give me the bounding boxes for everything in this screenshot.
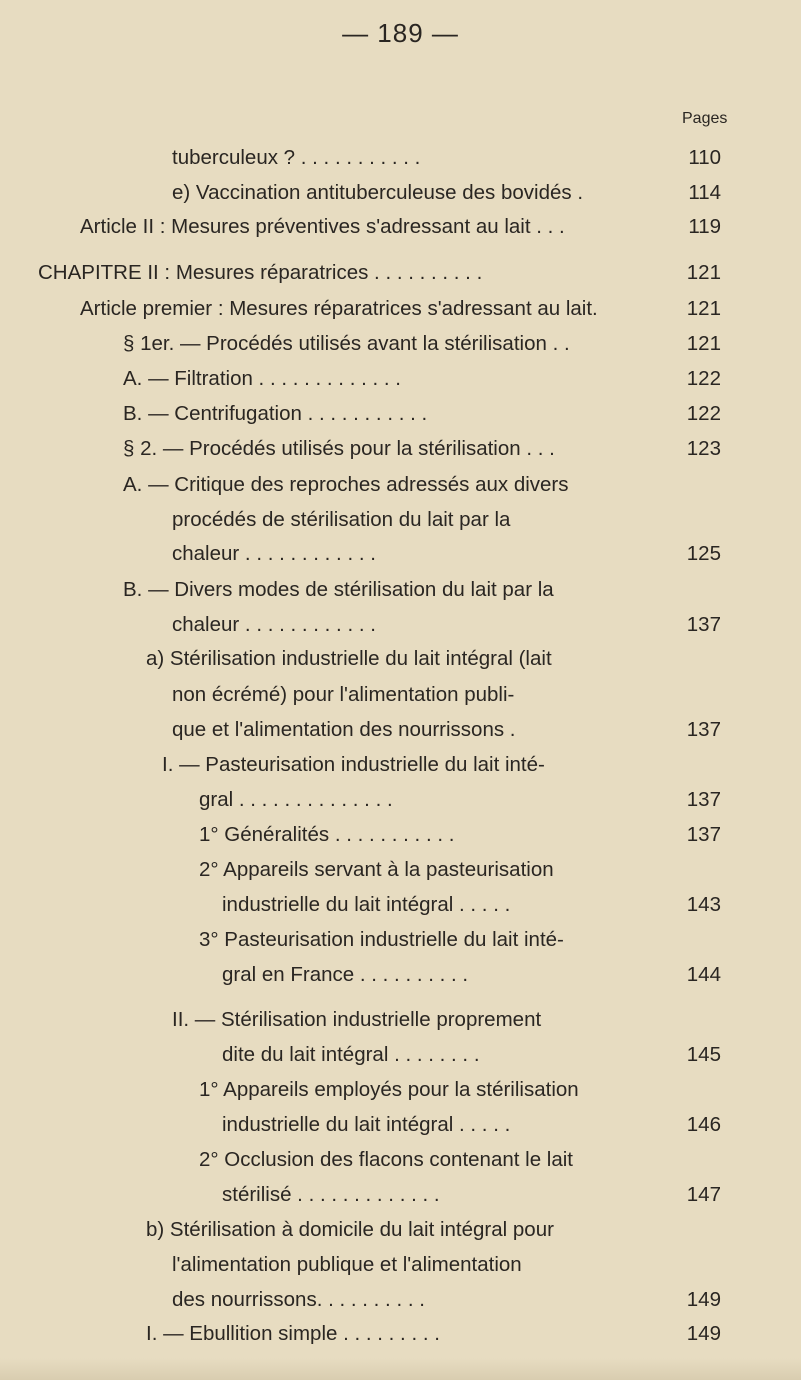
- page-bottom-edge: [0, 1358, 801, 1380]
- toc-entry: [0, 609, 801, 641]
- toc-entry-title: CHAPITRE II : Mesures réparatrices . . . . . . . . . .: [38, 261, 483, 284]
- toc-entry-page: 145: [686, 1043, 721, 1066]
- toc-entry-title: stérilisé . . . . . . . . . . . . .: [222, 1183, 440, 1206]
- toc-entry: [0, 1144, 801, 1176]
- toc-entry-title: B. — Centrifugation . . . . . . . . . . .: [123, 402, 428, 425]
- toc-entry: [0, 363, 801, 395]
- toc-entry-page: 122: [686, 367, 721, 390]
- toc-entry: [0, 328, 801, 360]
- toc-entry-page: 121: [686, 332, 721, 355]
- toc-entry: [0, 889, 801, 921]
- toc-entry: [0, 1179, 801, 1211]
- toc-entry: [0, 142, 801, 174]
- toc-entry-title: a) Stérilisation industrielle du lait intégral (lait: [146, 647, 552, 670]
- toc-entry-page: 114: [688, 181, 721, 204]
- toc-entry: [0, 819, 801, 851]
- toc-entry-title: chaleur . . . . . . . . . . . .: [172, 542, 376, 565]
- toc-entry: [0, 504, 801, 536]
- toc-entry: [0, 257, 801, 289]
- toc-entry-title: § 2. — Procédés utilisés pour la stérilisation . . .: [123, 437, 555, 460]
- toc-entry: [0, 1109, 801, 1141]
- toc-entry-page: 125: [686, 542, 721, 565]
- toc-entry: [0, 924, 801, 956]
- toc-entry-page: 144: [686, 963, 721, 986]
- toc-entry: [0, 293, 801, 325]
- toc-entry-title: dite du lait intégral . . . . . . . .: [222, 1043, 480, 1066]
- toc-entry-page: 122: [686, 402, 721, 425]
- toc-entry-title: B. — Divers modes de stérilisation du lait par la: [123, 578, 554, 601]
- toc-entry-page: 110: [688, 146, 721, 169]
- toc-entry: [0, 398, 801, 430]
- toc-entry: [0, 679, 801, 711]
- toc-entry: [0, 959, 801, 991]
- toc-entry-title: § 1er. — Procédés utilisés avant la stérilisation . .: [123, 332, 570, 355]
- toc-entry: [0, 1249, 801, 1281]
- toc-entry-page: 149: [686, 1322, 721, 1345]
- toc-entry-title: e) Vaccination antituberculeuse des bovidés .: [172, 181, 584, 204]
- toc-entry: [0, 1074, 801, 1106]
- toc-entry-title: procédés de stérilisation du lait par la: [172, 508, 511, 531]
- toc-entry-title: A. — Filtration . . . . . . . . . . . . .: [123, 367, 401, 390]
- toc-entry: [0, 1004, 801, 1036]
- pages-column-label: Pages: [682, 110, 728, 127]
- toc-entry: [0, 854, 801, 886]
- toc-entry-title: Article II : Mesures préventives s'adressant au lait . . .: [80, 215, 565, 238]
- toc-entry: [0, 1284, 801, 1316]
- toc-entry-title: 2° Appareils servant à la pasteurisation: [199, 858, 554, 881]
- toc-entry-title: I. — Ebullition simple . . . . . . . . .: [146, 1322, 440, 1345]
- toc-entry-title: que et l'alimentation des nourrissons .: [172, 718, 516, 741]
- toc-entry-page: 137: [686, 788, 721, 811]
- toc-entry-page: 123: [686, 437, 721, 460]
- toc-entry-title: 3° Pasteurisation industrielle du lait inté-: [199, 928, 564, 951]
- toc-entry-title: 1° Appareils employés pour la stérilisation: [199, 1078, 579, 1101]
- toc-entry-page: 149: [686, 1288, 721, 1311]
- toc-entry: [0, 177, 801, 209]
- toc-entry-title: l'alimentation publique et l'alimentation: [172, 1253, 522, 1276]
- toc-entry-page: 137: [686, 823, 721, 846]
- toc-entry-title: b) Stérilisation à domicile du lait intégral pour: [146, 1218, 554, 1241]
- toc-entry: [0, 469, 801, 501]
- toc-entry: [0, 1318, 801, 1350]
- toc-entry: [0, 643, 801, 675]
- toc-entry-title: gral . . . . . . . . . . . . . .: [199, 788, 393, 811]
- toc-entry-page: 121: [686, 297, 721, 320]
- toc-entry-title: 2° Occlusion des flacons contenant le lait: [199, 1148, 573, 1171]
- toc-entry: [0, 433, 801, 465]
- toc-entry-page: 137: [686, 613, 721, 636]
- toc-entry-title: II. — Stérilisation industrielle proprement: [172, 1008, 542, 1031]
- toc-entry-title: non écrémé) pour l'alimentation publi-: [172, 683, 515, 706]
- toc-entry: [0, 714, 801, 746]
- toc-entry-title: industrielle du lait intégral . . . . .: [222, 893, 511, 916]
- toc-entry-page: 147: [686, 1183, 721, 1206]
- toc-entry-page: 119: [688, 215, 721, 238]
- toc-entry-title: industrielle du lait intégral . . . . .: [222, 1113, 511, 1136]
- page-number: — 189 —: [342, 18, 459, 48]
- toc-entry-title: A. — Critique des reproches adressés aux divers: [123, 473, 569, 496]
- toc-entry-title: tuberculeux ? . . . . . . . . . . .: [172, 146, 421, 169]
- toc-entry-page: 146: [686, 1113, 721, 1136]
- toc-entry: [0, 538, 801, 570]
- toc-entry: [0, 784, 801, 816]
- toc-entry-page: 143: [686, 893, 721, 916]
- toc-entry-title: I. — Pasteurisation industrielle du lait inté-: [162, 753, 545, 776]
- toc-entry-page: 121: [686, 261, 721, 284]
- toc-entry: [0, 1039, 801, 1071]
- toc-entry-page: 137: [686, 718, 721, 741]
- toc-entry-title: gral en France . . . . . . . . . .: [222, 963, 469, 986]
- toc-entry: [0, 1214, 801, 1246]
- toc-entry-title: des nourrissons. . . . . . . . . .: [172, 1288, 425, 1311]
- toc-entry-title: 1° Généralités . . . . . . . . . . .: [199, 823, 455, 846]
- toc-entry-title: Article premier : Mesures réparatrices s'adressant au lait.: [80, 297, 598, 320]
- toc-entry: [0, 211, 801, 243]
- toc-entry-title: chaleur . . . . . . . . . . . .: [172, 613, 376, 636]
- toc-entry: [0, 574, 801, 606]
- toc-entry: [0, 749, 801, 781]
